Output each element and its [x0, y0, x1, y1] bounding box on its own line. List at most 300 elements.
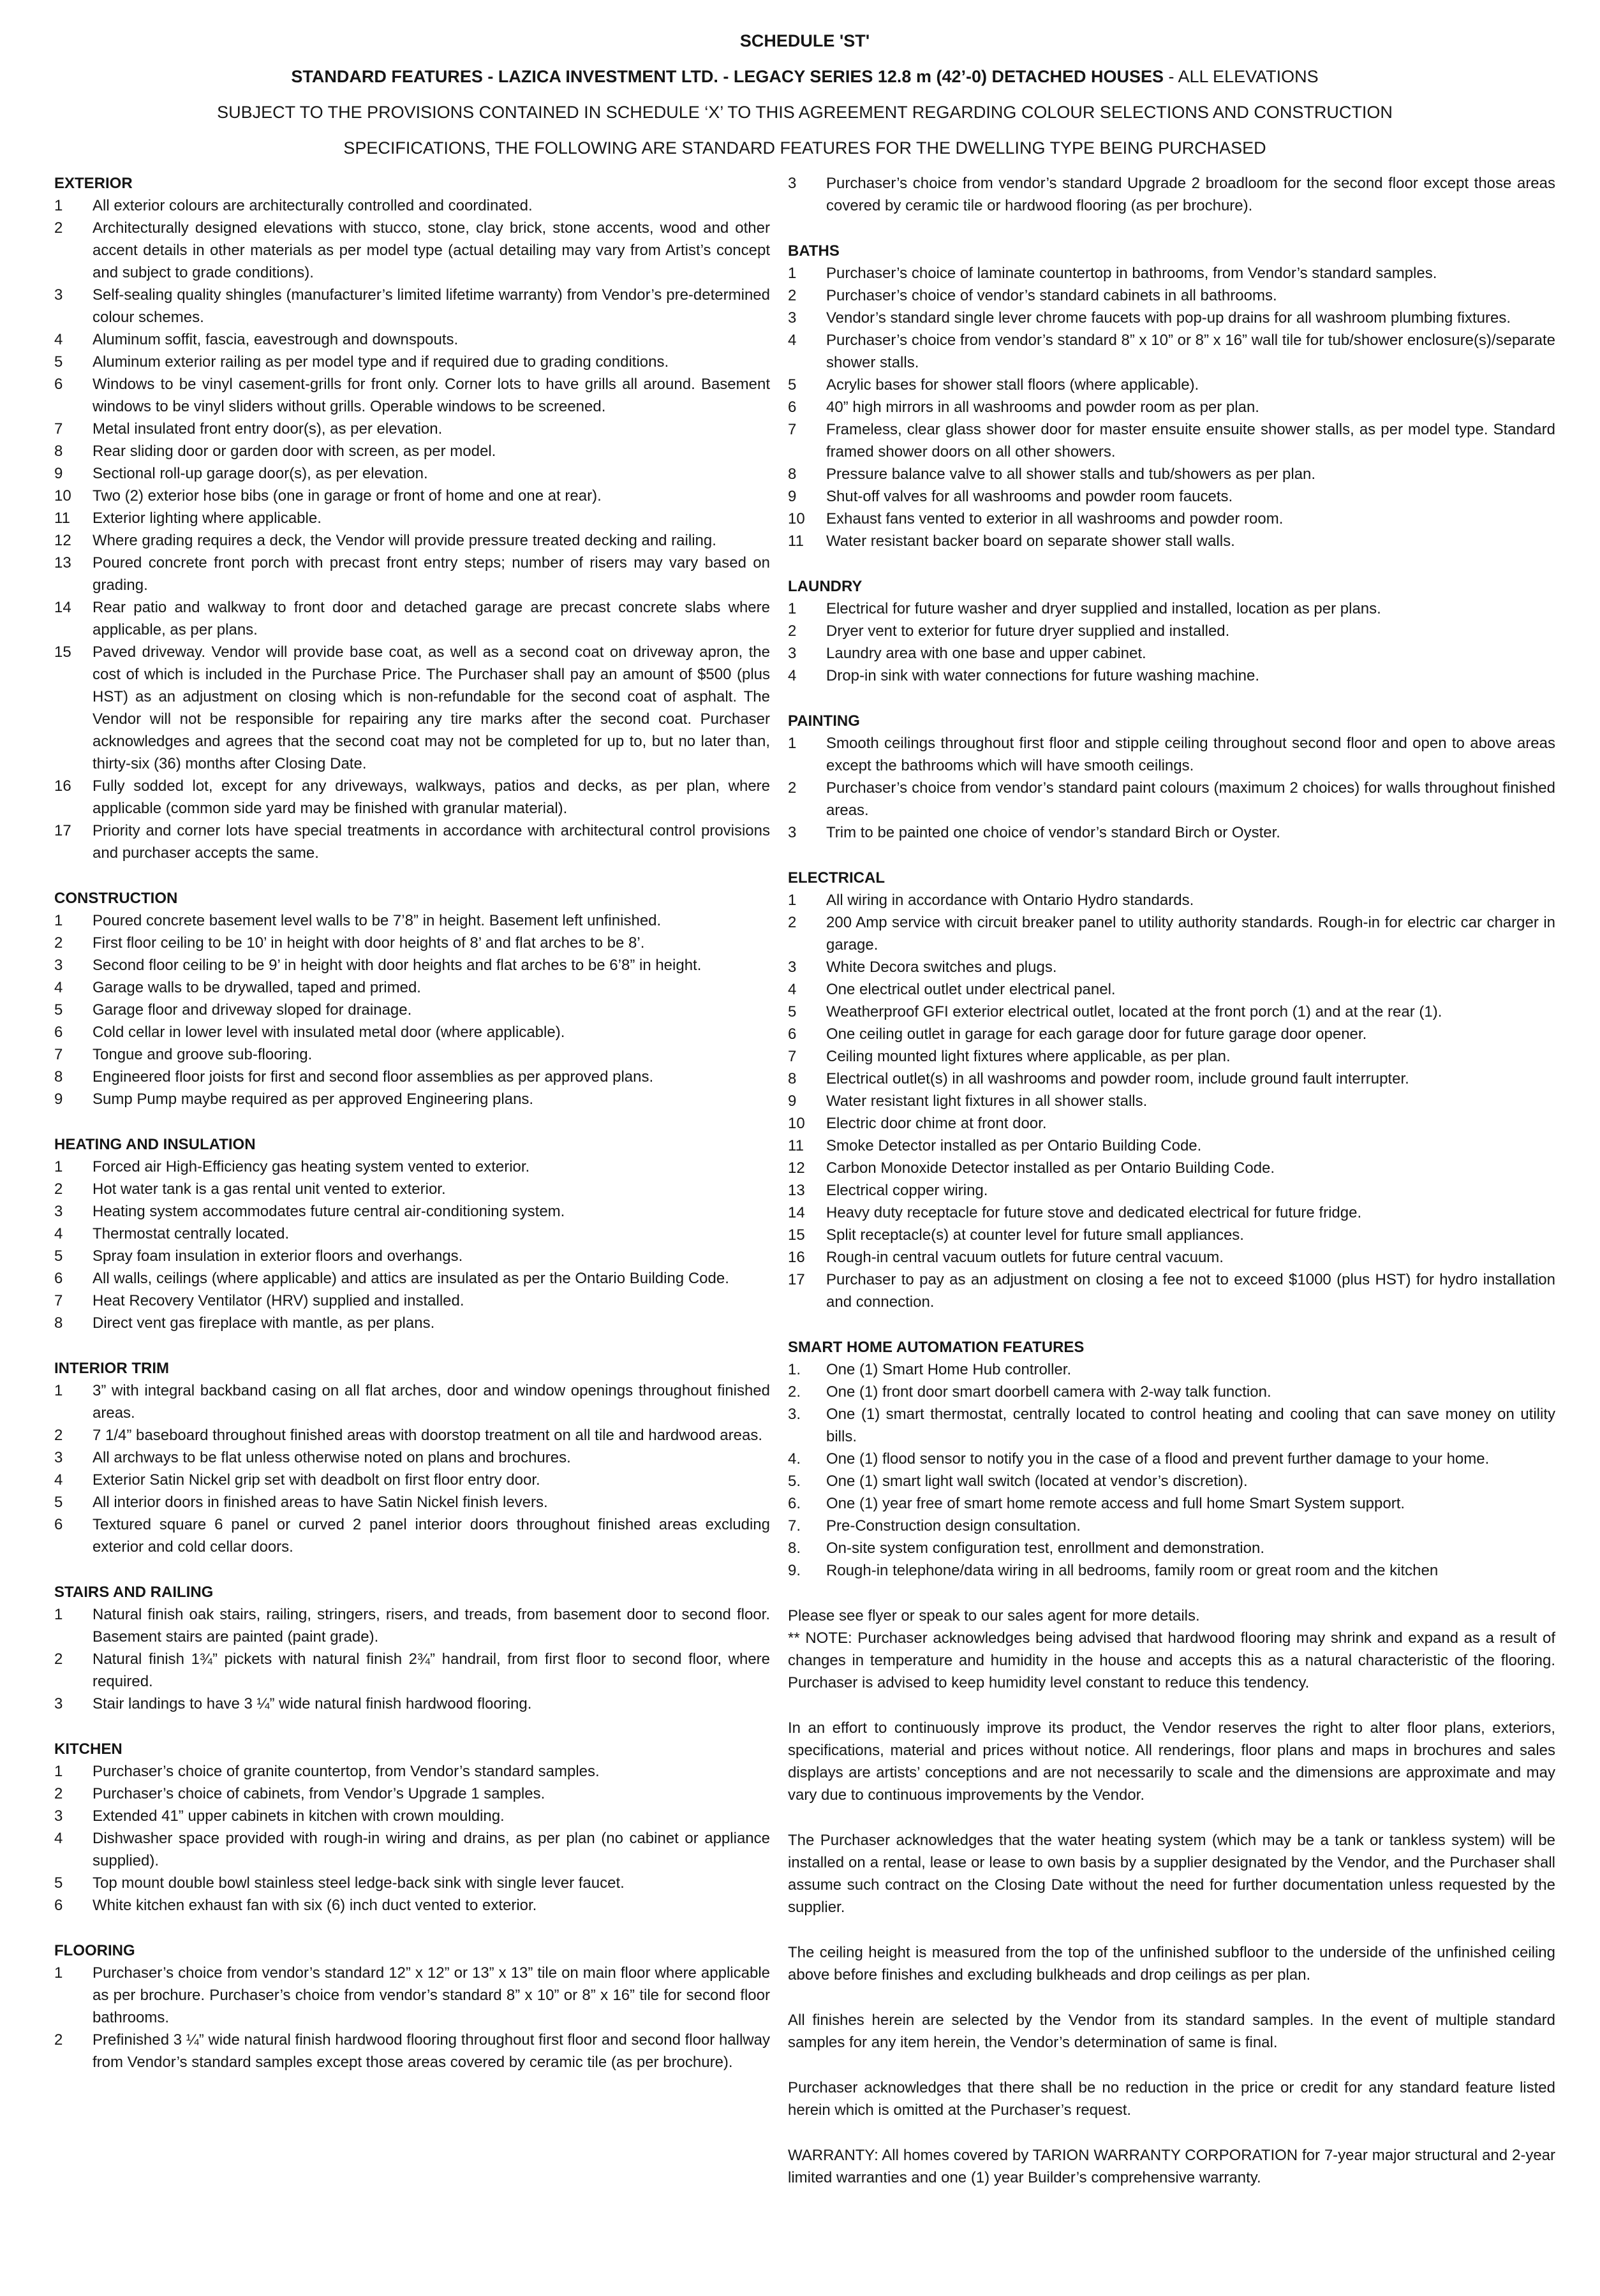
feature-item: [788, 1381, 1555, 1403]
section: [788, 172, 1555, 217]
right-column: [788, 172, 1555, 2189]
item-number: 2: [788, 914, 797, 931]
paragraph: WARRANTY: All homes covered by TARION WARRANTY CORPORATION for 7-year major structural and 2-year limited warranties and one (1) year Builder’s comprehensive warranty.: [788, 2147, 1555, 2186]
feature-item: [788, 1448, 1555, 1470]
feature-item: [788, 1269, 1555, 1313]
item-text: One (1) smart thermostat, centrally located to control heating and cooling that can save money on utility bills.: [826, 1406, 1555, 1445]
item-text: Carbon Monoxide Detector installed as per Ontario Building Code.: [826, 1159, 1275, 1177]
paragraph: Please see flyer or speak to our sales agent for more details.: [788, 1607, 1200, 1624]
item-text: One electrical outlet under electrical panel.: [826, 981, 1116, 998]
item-number: 1.: [788, 1361, 801, 1378]
item-text: Vendor’s standard single lever chrome faucets with pop-up drains for all washroom plumbing fixtures.: [826, 309, 1511, 327]
feature-item: [788, 1202, 1555, 1224]
item-text: Sectional roll-up garage door(s), as per elevation.: [93, 465, 428, 482]
item-number: 1: [788, 265, 797, 282]
item-text: Frameless, clear glass shower door for master ensuite ensuite shower stalls, as per model type. Standard framed shower doors on all other showers.: [826, 421, 1555, 460]
item-number: 3: [54, 286, 63, 304]
feature-item: [54, 1021, 770, 1043]
feature-item: [54, 1513, 770, 1558]
feature-item: [788, 665, 1555, 687]
item-number: 5.: [788, 1473, 801, 1490]
item-number: 6: [54, 1024, 63, 1041]
section: [788, 575, 1555, 687]
item-number: 1: [54, 1964, 63, 1982]
feature-item: [788, 1224, 1555, 1246]
section-title: ELECTRICAL: [788, 869, 885, 887]
item-number: 3: [788, 175, 797, 192]
item-number: 3.: [788, 1406, 801, 1423]
paragraph: The ceiling height is measured from the top of the unfinished subfloor to the underside of the unfinished ceiling above before finishes and excluding bulkheads and drop ceilings as per plan.: [788, 1944, 1555, 1983]
item-text: Electrical outlet(s) in all washrooms and powder room, include ground fault interrupter.: [826, 1070, 1409, 1087]
item-number: 1: [54, 1382, 63, 1399]
item-text: Garage walls to be drywalled, taped and primed.: [93, 979, 421, 996]
item-number: 4: [54, 1471, 63, 1489]
item-text: Electrical for future washer and dryer supplied and installed, location as per plans.: [826, 600, 1381, 617]
item-text: Natural finish oak stairs, railing, stringers, risers, and treads, from basement door to second floor. Basement stairs are painted (paint grade).: [93, 1606, 770, 1645]
feature-item: [788, 1537, 1555, 1559]
item-text: Exterior lighting where applicable.: [93, 510, 322, 527]
item-text: First floor ceiling to be 10’ in height with door heights of 8’ and flat arches to be 8’.: [93, 934, 645, 952]
feature-item: [788, 530, 1555, 552]
item-text: 7 1/4” baseboard throughout finished areas with doorstop treatment on all tile and hardwood areas.: [93, 1427, 762, 1444]
item-text: Purchaser’s choice from vendor’s standard 8” x 10” or 8” x 16” wall tile for tub/shower enclosure(s)/separate shower stalls.: [826, 332, 1555, 371]
feature-item: [788, 642, 1555, 665]
item-text: Exterior Satin Nickel grip set with deadbolt on first floor entry door.: [93, 1471, 540, 1489]
item-number: 8: [788, 466, 797, 483]
item-number: 3: [788, 824, 797, 841]
item-text: 40” high mirrors in all washrooms and powder room as per plan.: [826, 399, 1259, 416]
feature-item: [788, 1090, 1555, 1112]
feature-item: [788, 508, 1555, 530]
item-text: Engineered floor joists for first and second floor assemblies as per approved plans.: [93, 1068, 654, 1085]
feature-item: [54, 418, 770, 440]
item-number: 1: [788, 600, 797, 617]
item-text: Second floor ceiling to be 9’ in height with door heights and flat arches to be 6’8” in height.: [93, 957, 702, 974]
item-number: 9.: [788, 1562, 801, 1579]
item-number: 1: [788, 735, 797, 752]
section-title: HEATING AND INSULATION: [54, 1136, 256, 1153]
feature-item: [54, 775, 770, 820]
item-text: Rear sliding door or garden door with screen, as per model.: [93, 443, 496, 460]
feature-item: [54, 1424, 770, 1446]
item-text: Paved driveway. Vendor will provide base coat, as well as a second coat on driveway apron, the cost of which is included in the Purchase Price. The Purchaser shall pay an amount of $500 (plus HST) as an adjustment on closing which is non-refundable for the second coat of asphalt. The Vendor will not be responsible for repairing any tire marks after the second coat. Purchaser acknowledges and agrees that the second coat may not be completed for up to, but no later than, thirty-six (36) months after Closing Date.: [93, 644, 770, 772]
item-number: 1: [788, 892, 797, 909]
item-text: Where grading requires a deck, the Vendor will provide pressure treated decking and railing.: [93, 532, 716, 549]
paragraph: The Purchaser acknowledges that the water heating system (which may be a tank or tankless system) will be installed on a rental, lease or lease to own basis by a supplier designated by the Vendor, and the Purchaser shall assume such contract on the Closing Date without the need for further documentation unless requested by the supplier.: [788, 1832, 1555, 1916]
header-line-4: SPECIFICATIONS, THE FOLLOWING ARE STANDARD FEATURES FOR THE DWELLING TYPE BEING PURCHASED: [343, 138, 1266, 158]
item-text: Thermostat centrally located.: [93, 1225, 290, 1242]
feature-item: [54, 1245, 770, 1267]
item-number: 1: [54, 1158, 63, 1175]
feature-item: [54, 1760, 770, 1783]
feature-item: [54, 932, 770, 954]
item-text: Rear patio and walkway to front door and detached garage are precast concrete slabs where applicable, as per plans.: [93, 599, 770, 638]
item-text: Purchaser’s choice of cabinets, from Vendor’s Upgrade 1 samples.: [93, 1785, 545, 1802]
section: [54, 1133, 770, 1334]
feature-item: [54, 1267, 770, 1290]
feature-item: [54, 1491, 770, 1513]
feature-item: [54, 820, 770, 864]
item-number: 5: [54, 353, 63, 371]
item-text: Trim to be painted one choice of vendor’s standard Birch or Oyster.: [826, 824, 1280, 841]
item-text: One (1) front door smart doorbell camera with 2-way talk function.: [826, 1383, 1271, 1401]
item-text: Pre-Construction design consultation.: [826, 1517, 1081, 1534]
feature-item: [788, 1246, 1555, 1269]
item-text: Heating system accommodates future central air-conditioning system.: [93, 1203, 565, 1220]
item-number: 1: [54, 912, 63, 929]
item-number: 4.: [788, 1450, 801, 1468]
item-number: 10: [788, 1115, 805, 1132]
item-text: One (1) smart light wall switch (located at vendor’s discretion).: [826, 1473, 1248, 1490]
item-number: 17: [54, 822, 71, 839]
item-text: Pressure balance valve to all shower stalls and tub/showers as per plan.: [826, 466, 1316, 483]
item-text: All exterior colours are architecturally controlled and coordinated.: [93, 197, 533, 214]
feature-item: [54, 596, 770, 641]
feature-item: [54, 1693, 770, 1715]
item-text: Acrylic bases for shower stall floors (where applicable).: [826, 376, 1199, 394]
item-number: 3: [54, 957, 63, 974]
header-line-2-bold: STANDARD FEATURES - LAZICA INVESTMENT LTD. - LEGACY SERIES 12.8 m (42’-0) DETACHED HOUSES: [291, 67, 1164, 86]
feature-item: [788, 1358, 1555, 1381]
item-text: Textured square 6 panel or curved 2 panel interior doors throughout finished areas excluding exterior and cold cellar doors.: [93, 1516, 770, 1556]
item-number: 1: [54, 197, 63, 214]
item-text: Laundry area with one base and upper cabinet.: [826, 645, 1146, 662]
item-text: 200 Amp service with circuit breaker panel to utility authority standards. Rough-in for electric car charger in garage.: [826, 914, 1555, 953]
item-text: Water resistant backer board on separate shower stall walls.: [826, 533, 1235, 550]
feature-item: [788, 1515, 1555, 1537]
page: [54, 23, 1555, 2189]
feature-item: [788, 463, 1555, 485]
item-text: Fully sodded lot, except for any driveways, walkways, patios and decks, as per plan, where applicable (common side yard may be finished with granular material).: [93, 777, 770, 817]
feature-item: [54, 1603, 770, 1648]
item-text: Stair landings to have 3 ¼” wide natural finish hardwood flooring.: [93, 1695, 532, 1712]
item-text: Purchaser to pay as an adjustment on closing a fee not to exceed $1000 (plus HST) for hydro installation and connection.: [826, 1271, 1555, 1311]
item-number: 3: [788, 309, 797, 327]
item-number: 3: [54, 1695, 63, 1712]
feature-item: [788, 396, 1555, 418]
header-line-2-regular: - ALL ELEVATIONS: [1164, 67, 1319, 86]
item-number: 8: [788, 1070, 797, 1087]
item-text: 3” with integral backband casing on all flat arches, door and window openings throughout finished areas.: [93, 1382, 770, 1422]
item-text: Heat Recovery Ventilator (HRV) supplied and installed.: [93, 1292, 464, 1309]
item-number: 1: [54, 1763, 63, 1780]
feature-item: [54, 1380, 770, 1424]
item-number: 2: [54, 934, 63, 952]
item-text: Drop-in sink with water connections for future washing machine.: [826, 667, 1259, 684]
item-text: Rough-in telephone/data wiring in all bedrooms, family room or great room and the kitchen: [826, 1562, 1439, 1579]
item-text: All walls, ceilings (where applicable) and attics are insulated as per the Ontario Building Code.: [93, 1270, 729, 1287]
item-text: One (1) flood sensor to notify you in the case of a flood and prevent further damage to your home.: [826, 1450, 1490, 1468]
feature-item: [788, 1157, 1555, 1179]
item-number: 17: [788, 1271, 805, 1288]
item-text: Forced air High-Efficiency gas heating system vented to exterior.: [93, 1158, 530, 1175]
feature-item: [54, 1066, 770, 1088]
section: [788, 1336, 1555, 1582]
item-number: 11: [788, 533, 804, 550]
feature-item: [54, 1290, 770, 1312]
section-title: EXTERIOR: [54, 175, 133, 192]
feature-item: [54, 440, 770, 462]
feature-item: [54, 1783, 770, 1805]
item-number: 7: [54, 1046, 63, 1063]
feature-item: [54, 195, 770, 217]
section: [54, 1581, 770, 1715]
feature-item: [54, 217, 770, 284]
feature-item: [788, 1470, 1555, 1492]
item-text: Dryer vent to exterior for future dryer supplied and installed.: [826, 622, 1230, 640]
item-number: 6: [788, 399, 797, 416]
feature-item: [54, 1962, 770, 2029]
feature-item: [54, 1827, 770, 1872]
item-text: Poured concrete basement level walls to be 7’8” in height. Basement left unfinished.: [93, 912, 662, 929]
paragraph: In an effort to continuously improve its product, the Vendor reserves the right to alter floor plans, exteriors, specifications, material and prices without notice. All renderings, floor plans and maps in brochures and sales displays are artists’ conceptions and are not necessarily to scale and the dimensions are approximate and may vary due to continuous improvements by the Vendor.: [788, 1719, 1555, 1804]
section-title: SMART HOME AUTOMATION FEATURES: [788, 1339, 1085, 1356]
item-number: 10: [54, 487, 71, 504]
item-number: 7: [54, 1292, 63, 1309]
item-number: 5: [54, 1247, 63, 1265]
item-text: Garage floor and driveway sloped for drainage.: [93, 1001, 412, 1019]
item-text: All interior doors in finished areas to have Satin Nickel finish levers.: [93, 1494, 548, 1511]
document-header: [54, 23, 1555, 166]
feature-item: [788, 262, 1555, 284]
feature-item: [788, 1135, 1555, 1157]
section-title: STAIRS AND RAILING: [54, 1584, 214, 1601]
item-text: Architecturally designed elevations with stucco, stone, clay brick, stone accents, wood and other accent details in other materials as per model type (actual detailing may vary from Artist’s concept and subject to grade conditions).: [93, 219, 770, 281]
section: [788, 867, 1555, 1313]
item-number: 16: [54, 777, 71, 795]
item-text: Priority and corner lots have special treatments in accordance with architectural control provisions and purchaser accepts the same.: [93, 822, 770, 862]
section-title: FLOORING: [54, 1942, 135, 1959]
section-title: KITCHEN: [54, 1740, 122, 1758]
item-number: 4: [788, 981, 797, 998]
item-text: Natural finish 1¾” pickets with natural finish 2¾” handrail, from first floor to second floor, where required.: [93, 1651, 770, 1690]
item-number: 8: [54, 1314, 63, 1332]
item-number: 9: [788, 488, 797, 505]
feature-item: [788, 1112, 1555, 1135]
item-text: Exhaust fans vented to exterior in all washrooms and powder room.: [826, 510, 1284, 527]
item-text: All archways to be flat unless otherwise noted on plans and brochures.: [93, 1449, 571, 1466]
item-text: One (1) year free of smart home remote access and full home Smart System support.: [826, 1495, 1405, 1512]
item-text: White Decora switches and plugs.: [826, 959, 1057, 976]
feature-item: [788, 978, 1555, 1001]
item-number: 8.: [788, 1540, 801, 1557]
item-number: 4: [54, 1225, 63, 1242]
item-text: Purchaser’s choice of laminate countertop in bathrooms, from Vendor’s standard samples.: [826, 265, 1437, 282]
feature-item: [54, 328, 770, 351]
feature-item: [788, 821, 1555, 844]
header-line-3: SUBJECT TO THE PROVISIONS CONTAINED IN SCHEDULE ‘X’ TO THIS AGREEMENT REGARDING COLOUR SELECTIONS AND CONSTRUCTION: [217, 103, 1393, 122]
feature-item: [54, 373, 770, 418]
section: [54, 1939, 770, 2073]
section: [788, 710, 1555, 844]
item-text: Extended 41” upper cabinets in kitchen with crown moulding.: [93, 1807, 505, 1825]
feature-item: [788, 956, 1555, 978]
feature-item: [54, 284, 770, 328]
feature-item: [54, 1469, 770, 1491]
item-number: 5: [788, 376, 797, 394]
item-text: Tongue and groove sub-flooring.: [93, 1046, 313, 1063]
item-number: 3: [54, 1449, 63, 1466]
item-text: Shut-off valves for all washrooms and powder room faucets.: [826, 488, 1233, 505]
item-text: Direct vent gas fireplace with mantle, as per plans.: [93, 1314, 435, 1332]
item-text: Self-sealing quality shingles (manufacturer’s limited lifetime warranty) from Vendor’s pre-determined colour schemes.: [93, 286, 770, 326]
item-number: 6: [54, 376, 63, 393]
item-number: 5: [788, 1003, 797, 1020]
item-text: Heavy duty receptacle for future stove and dedicated electrical for future fridge.: [826, 1204, 1362, 1221]
item-text: Electric door chime at front door.: [826, 1115, 1047, 1132]
item-text: Aluminum soffit, fascia, eavestrough and downspouts.: [93, 331, 459, 348]
item-text: Poured concrete front porch with precast front entry steps; number of risers may vary based on grading.: [93, 554, 770, 594]
item-number: 5: [54, 1001, 63, 1019]
item-text: On-site system configuration test, enrollment and demonstration.: [826, 1540, 1264, 1557]
feature-item: [788, 911, 1555, 956]
item-number: 3: [54, 1203, 63, 1220]
item-number: 13: [54, 554, 71, 571]
item-number: 6: [54, 1897, 63, 1914]
feature-item: [54, 1088, 770, 1110]
header-line-2: [54, 59, 1555, 94]
item-number: 2: [788, 287, 797, 304]
feature-item: [54, 641, 770, 775]
feature-item: [54, 552, 770, 596]
header-line-1: SCHEDULE 'ST': [739, 31, 870, 50]
item-text: Prefinished 3 ¼” wide natural finish hardwood flooring throughout first floor and second floor hallway from Vendor’s standard samples except those areas covered by ceramic tile (as per brochure).: [93, 2031, 770, 2071]
paragraph: ** NOTE: Purchaser acknowledges being advised that hardwood flooring may shrink and expand as a result of changes in temperature and humidity in the house and accepts this as a natural characteristic of the flooring. Purchaser is advised to keep humidity level constant to reduce this tendency.: [788, 1630, 1555, 1691]
item-text: Weatherproof GFI exterior electrical outlet, located at the front porch (1) and at the rear (1).: [826, 1003, 1442, 1020]
item-text: One (1) Smart Home Hub controller.: [826, 1361, 1072, 1378]
feature-item: [788, 485, 1555, 508]
item-text: Smoke Detector installed as per Ontario Building Code.: [826, 1137, 1202, 1154]
item-number: 3: [788, 645, 797, 662]
item-text: Dishwasher space provided with rough-in wiring and drains, as per plan (no cabinet or appliance supplied).: [93, 1830, 770, 1869]
item-number: 4: [788, 332, 797, 349]
item-number: 2: [54, 1651, 63, 1668]
item-text: Windows to be vinyl casement-grills for front only. Corner lots to have grills all around. Basement windows to be vinyl sliders without grills. Operable windows to be screened.: [93, 376, 770, 415]
item-number: 10: [788, 510, 805, 527]
feature-item: [54, 462, 770, 485]
item-number: 12: [788, 1159, 805, 1177]
item-number: 9: [788, 1093, 797, 1110]
feature-item: [54, 1446, 770, 1469]
item-number: 2: [54, 2031, 63, 2049]
item-text: Metal insulated front entry door(s), as per elevation.: [93, 420, 443, 438]
feature-item: [788, 374, 1555, 396]
item-text: Purchaser’s choice from vendor’s standard Upgrade 2 broadloom for the second floor except those areas covered by ceramic tile or hardwood flooring (as per brochure).: [826, 175, 1555, 214]
item-number: 7: [54, 420, 63, 438]
feature-item: [788, 284, 1555, 307]
item-number: 8: [54, 443, 63, 460]
item-text: One ceiling outlet in garage for each garage door for future garage door opener.: [826, 1026, 1367, 1043]
item-number: 2: [54, 1181, 63, 1198]
feature-item: [788, 1045, 1555, 1068]
item-number: 4: [54, 979, 63, 996]
item-number: 15: [54, 644, 71, 661]
item-number: 6: [788, 1026, 797, 1043]
feature-item: [54, 1200, 770, 1223]
feature-item: [788, 1068, 1555, 1090]
item-text: All wiring in accordance with Ontario Hydro standards.: [826, 892, 1194, 909]
item-number: 5: [54, 1874, 63, 1892]
item-number: 16: [788, 1249, 805, 1266]
feature-item: [788, 620, 1555, 642]
item-number: 14: [788, 1204, 805, 1221]
feature-item: [54, 1648, 770, 1693]
item-number: 5: [54, 1494, 63, 1511]
item-number: 15: [788, 1226, 805, 1244]
item-number: 8: [54, 1068, 63, 1085]
item-text: Spray foam insulation in exterior floors and overhangs.: [93, 1247, 463, 1265]
left-column: [54, 172, 770, 2073]
feature-item: [788, 1023, 1555, 1045]
item-number: 4: [54, 331, 63, 348]
feature-item: [54, 976, 770, 999]
feature-item: [54, 1156, 770, 1178]
feature-item: [54, 1312, 770, 1334]
feature-item: [54, 485, 770, 507]
item-number: 3: [54, 1807, 63, 1825]
paragraph: All finishes herein are selected by the Vendor from its standard samples. In the event of multiple standard samples for any item herein, the Vendor’s determination of same is final.: [788, 2012, 1555, 2051]
item-text: Split receptacle(s) at counter level for future small appliances.: [826, 1226, 1244, 1244]
feature-item: [788, 1559, 1555, 1582]
item-text: White kitchen exhaust fan with six (6) inch duct vented to exterior.: [93, 1897, 537, 1914]
feature-item: [54, 1178, 770, 1200]
item-text: Electrical copper wiring.: [826, 1182, 988, 1199]
feature-item: [54, 999, 770, 1021]
item-number: 9: [54, 465, 63, 482]
item-number: 11: [788, 1137, 804, 1154]
section: [54, 1357, 770, 1558]
feature-item: [788, 777, 1555, 821]
item-number: 13: [788, 1182, 805, 1199]
item-number: 2.: [788, 1383, 801, 1401]
feature-item: [54, 351, 770, 373]
feature-item: [54, 507, 770, 529]
section: [54, 1738, 770, 1917]
feature-item: [788, 598, 1555, 620]
item-text: Aluminum exterior railing as per model type and if required due to grading conditions.: [93, 353, 669, 371]
item-text: Two (2) exterior hose bibs (one in garage or front of home and one at rear).: [93, 487, 602, 504]
feature-item: [788, 889, 1555, 911]
feature-item: [54, 1223, 770, 1245]
feature-item: [788, 1403, 1555, 1448]
section: [54, 887, 770, 1110]
item-text: Rough-in central vacuum outlets for future central vacuum.: [826, 1249, 1224, 1266]
item-number: 7: [788, 421, 797, 438]
feature-item: [54, 1894, 770, 1917]
item-number: 4: [54, 1830, 63, 1847]
item-number: 6.: [788, 1495, 801, 1512]
item-number: 7.: [788, 1517, 801, 1534]
item-number: 4: [788, 667, 797, 684]
item-text: Hot water tank is a gas rental unit vented to exterior.: [93, 1181, 446, 1198]
item-text: Ceiling mounted light fixtures where applicable, as per plan.: [826, 1048, 1231, 1065]
feature-item: [788, 1001, 1555, 1023]
columns: [54, 172, 1555, 2189]
section-title: PAINTING: [788, 712, 860, 730]
item-number: 2: [788, 622, 797, 640]
item-number: 9: [54, 1091, 63, 1108]
item-number: 2: [788, 779, 797, 797]
feature-item: [54, 1872, 770, 1894]
section: [54, 172, 770, 864]
item-number: 3: [788, 959, 797, 976]
feature-item: [788, 1179, 1555, 1202]
section-title: CONSTRUCTION: [54, 890, 178, 907]
feature-item: [54, 2029, 770, 2073]
feature-item: [54, 529, 770, 552]
section-title: LAUNDRY: [788, 578, 863, 595]
item-number: 7: [788, 1048, 797, 1065]
